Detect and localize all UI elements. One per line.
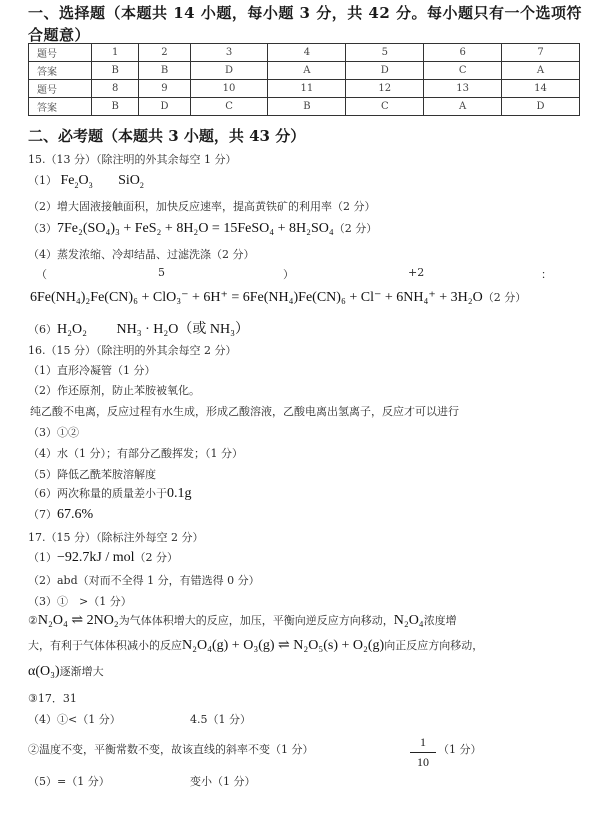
q15-heading: 15.（13 分）（除注明的外其余每空 1 分）	[28, 153, 237, 166]
formula-sio2: SiO$_2$	[118, 173, 144, 190]
q17-answer-5b: 变小（1 分）	[190, 775, 256, 788]
equation-3: 7Fe₂(SO₄)₃ + FeS₂ + 8H₂O = 15FeSO₄ + 8H₂SO₄	[57, 221, 334, 236]
q17-answer-4: （4）①<（1 分）	[28, 713, 121, 726]
q17-answer-5: （5）=（1 分）	[28, 775, 110, 788]
table-row	[29, 62, 580, 80]
q17-part2-line1: ②N₂O₄ ⇌ 2NO₂为气体体积增大的反应，加压，平衡向逆反应方向移动，N₂O₄浓度增	[28, 613, 457, 628]
q15-answer-2: （2）增大固液接触面积，加快反应速率，提高黄铁矿的利用率（2 分）	[28, 200, 376, 213]
q15-answer-6: （6）H₂O₂ NH₃ · H₂O（或 NH₃）	[28, 322, 249, 337]
q15-answer-3: （3）7Fe₂(SO₄)₃ + FeS₂ + 8H₂O = 15FeSO₄ + 8H₂SO₄（2 分）	[28, 221, 378, 236]
table-cell: 12	[346, 80, 424, 98]
q16-answer-6: （6）两次称量的质量差小于0.1g	[28, 486, 192, 501]
table-cell: B	[139, 62, 190, 80]
section1-title: 一、选择题（本题共 14 小题，每小题 3 分，共 42 分。每小题只有一个选项符合题意）	[28, 4, 583, 44]
q17-answer-4-value: 4.5（1 分）	[190, 713, 251, 726]
q16-answer-2b: 纯乙酸不电离，反应过程有水生成，形成乙酸溶液，乙酸电离出氢离子，反应才可以进行	[30, 405, 459, 418]
q16-answer-7: （7）67.6%	[28, 507, 94, 522]
q15-answer-4: （4）蒸发浓缩、冷却结晶、过滤洗涤（2 分）	[28, 248, 255, 261]
answer-sheet-page: 一、选择题（本题共 14 小题，每小题 3 分，共 42 分。每小题只有一个选项符合题意） 题号 1 2 3 4 5 6 7 答案 B B D A D C A 题号 8 9 10 11 12 13 14 答案 B D C B C A D 二、必考题（本题共 3 小题，共 43 分） 15.（13 分）（除注明的外其余每空 1 分） （1） $Fe_2O_3$ SiO$_2$ （2）增大固液接触面积，加快反应速率，提高黄铁矿的利用率（2 分） （3）7Fe₂(SO₄)₃ + FeS₂ + 8H₂O = 15FeSO₄ + 8H₂SO₄（2 分） （4）蒸发浓缩、冷却结晶、过滤洗涤（2 分） （ 5 ） +2 ： 6Fe(NH₄)₂Fe(CN)₆ + ClO₃⁻ + 6H⁺ = 6Fe(NH₄)Fe(CN)₆ + Cl⁻ + 6NH₄⁺ + 3H₂O（2 分） （6）H₂O₂ NH₃ · H₂O（或 NH₃） 16.（15 分）（除注明的外其余每空 2 分） （1）直形冷凝管（1 分） （2）作还原剂，防止苯胺被氧化。 纯乙酸不电离，反应过程有水生成，形成乙酸溶液，乙酸电离出氢离子，反应才可以进行 （3）①② （4）水（1 分）；有部分乙酸挥发；（1 分） （5）降低乙酰苯胺溶解度 （6）两次称量的质量差小于0.1g （7）67.6% 17.（15 分）（除标注外每空 2 分） （1）−92.7kJ / mol（2 分） （2）abd（对而不全得 1 分，有错选得 0 分） （3）① >（1 分） ②N₂O₄ ⇌ 2NO₂为气体体积增大的反应，加压，平衡向逆反应方向移动，N₂O₄浓度增 大，有利于气体体积减小的反应N₂O₄(g) + O₃(g) ⇌ N₂O₅(s) + O₂(g)向正反应方向移动， α(O₃)逐渐增大 ③17．31 （4）①<（1 分） 4.5（1 分） ②温度不变，平衡常数不变，故该直线的斜率不变（1 分） $\frac{1}{10}$ （1 分） （5）=（1 分） 变小（1 分）	[0, 0, 609, 818]
table-cell: C	[346, 98, 424, 116]
formula-fe2o3: $Fe_2O_3$	[60, 173, 93, 190]
table-cell: 6	[424, 44, 502, 62]
table-row	[29, 80, 580, 98]
table-cell: 3	[190, 44, 268, 62]
table-cell: A	[424, 98, 502, 116]
section2-title: 二、必考题（本题共 3 小题，共 43 分）	[28, 127, 306, 145]
table-cell: B	[92, 98, 139, 116]
table-cell: D	[346, 62, 424, 80]
table-cell: 9	[139, 80, 190, 98]
q17-answer-4b: ②温度不变，平衡常数不变，故该直线的斜率不变（1 分）	[28, 743, 314, 756]
table-cell: C	[190, 98, 268, 116]
q17-part2-line3: α(O₃)逐渐增大	[28, 664, 104, 679]
row-label: 答案	[29, 62, 92, 80]
table-cell: 4	[268, 44, 346, 62]
q17-answer-1: （1）−92.7kJ / mol（2 分）	[28, 550, 179, 565]
row-label: 题号	[29, 80, 92, 98]
row-label: 题号	[29, 44, 92, 62]
table-row	[29, 44, 580, 62]
table-cell: 7	[502, 44, 580, 62]
q15-answer-1	[28, 172, 144, 189]
answer-table	[28, 43, 580, 116]
table-cell: 13	[424, 80, 502, 98]
q17-answer-2: （2）abd（对而不全得 1 分，有错选得 0 分）	[28, 574, 260, 587]
table-cell: 14	[502, 80, 580, 98]
fraction-points: （1 分）	[438, 743, 482, 756]
table-cell: D	[139, 98, 190, 116]
q15-answer-5: 6Fe(NH₄)₂Fe(CN)₆ + ClO₃⁻ + 6H⁺ = 6Fe(NH₄)Fe(CN)₆ + Cl⁻ + 6NH₄⁺ + 3H₂O（2 分）	[30, 290, 527, 305]
table-cell: A	[268, 62, 346, 80]
table-cell: C	[424, 62, 502, 80]
table-cell: 11	[268, 80, 346, 98]
q16-answer-3: （3）①②	[28, 426, 79, 439]
q17-part2-line2: 大，有利于气体体积减小的反应N₂O₄(g) + O₃(g) ⇌ N₂O₅(s) + O₂(g)向正反应方向移动，	[28, 638, 484, 653]
fraction-one-tenth: $\frac{1}{10}$	[410, 735, 436, 770]
table-cell: D	[502, 98, 580, 116]
q16-answer-4: （4）水（1 分）；有部分乙酸挥发；（1 分）	[28, 447, 243, 460]
table-cell: A	[502, 62, 580, 80]
table-row	[29, 98, 580, 116]
table-cell: B	[92, 62, 139, 80]
q17-heading: 17.（15 分）（除标注外每空 2 分）	[28, 531, 204, 544]
q16-heading: 16.（15 分）（除注明的外其余每空 2 分）	[28, 344, 237, 357]
q17-answer-3: （3）① >（1 分）	[28, 595, 132, 608]
table-cell: D	[190, 62, 268, 80]
equation-5: 6Fe(NH₄)₂Fe(CN)₆ + ClO₃⁻ + 6H⁺ = 6Fe(NH₄)Fe(CN)₆ + Cl⁻ + 6NH₄⁺ + 3H₂O	[30, 290, 483, 305]
table-cell: 5	[346, 44, 424, 62]
q16-answer-5: （5）降低乙酰苯胺溶解度	[28, 468, 156, 481]
q17-part3: ③17．31	[28, 692, 77, 705]
table-cell: 2	[139, 44, 190, 62]
table-cell: 1	[92, 44, 139, 62]
table-cell: 10	[190, 80, 268, 98]
answer-number: （1）	[28, 174, 57, 187]
q16-answer-2: （2）作还原剂，防止苯胺被氧化。	[28, 384, 200, 397]
table-cell: 8	[92, 80, 139, 98]
row-label: 答案	[29, 98, 92, 116]
q16-answer-1: （1）直形冷凝管（1 分）	[28, 364, 156, 377]
table-cell: B	[268, 98, 346, 116]
